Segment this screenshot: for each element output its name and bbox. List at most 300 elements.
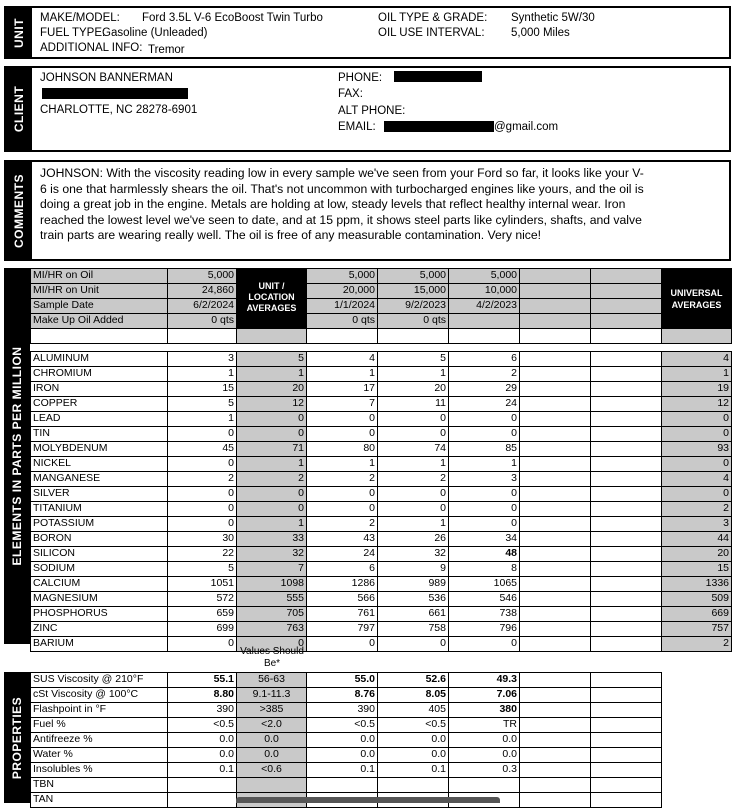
property-name: TAN — [30, 792, 168, 808]
element-empty-cell — [519, 621, 591, 637]
header-row-label: Sample Date — [30, 298, 168, 314]
element-history: 6 — [306, 561, 378, 577]
spacer-cell — [236, 328, 307, 344]
element-empty-cell — [590, 606, 662, 622]
element-empty-cell — [590, 486, 662, 502]
element-name: ALUMINUM — [30, 351, 168, 367]
property-empty-cell — [519, 717, 591, 733]
element-universal: 93 — [661, 441, 732, 457]
property-history: 8.05 — [377, 687, 449, 703]
element-name: TIN — [30, 426, 168, 442]
element-empty-cell — [590, 426, 662, 442]
element-history: 661 — [377, 606, 449, 622]
property-empty-cell — [590, 717, 662, 733]
property-history: <0.5 — [377, 717, 449, 733]
element-history: 20 — [377, 381, 449, 397]
element-universal: 0 — [661, 411, 732, 427]
unit-sidebar: UNIT — [6, 8, 32, 57]
property-history — [306, 777, 378, 793]
property-empty-cell — [590, 777, 662, 793]
header-empty-cell — [519, 313, 591, 329]
element-empty-cell — [519, 396, 591, 412]
element-history: 0 — [377, 501, 449, 517]
element-empty-cell — [590, 591, 662, 607]
property-history: 380 — [448, 702, 520, 718]
client-city: CHARLOTTE, NC 28278-6901 — [40, 104, 198, 116]
property-name: cSt Viscosity @ 100°C — [30, 687, 168, 703]
element-current: 5 — [167, 396, 237, 412]
property-history: 52.6 — [377, 672, 449, 688]
element-history: 1 — [448, 456, 520, 472]
header-hist-value: 4/2/2023 — [448, 298, 520, 314]
element-history: 0 — [377, 486, 449, 502]
header-hist-value: 5,000 — [377, 268, 449, 284]
fax-label: FAX: — [338, 88, 363, 100]
element-history: 0 — [306, 411, 378, 427]
element-history: 29 — [448, 381, 520, 397]
alt-phone-label: ALT PHONE: — [338, 105, 406, 117]
property-empty-cell — [590, 792, 662, 808]
element-current: 2 — [167, 471, 237, 487]
header-hist-value: 5,000 — [306, 268, 378, 284]
element-history: 0 — [448, 516, 520, 532]
element-average: 0 — [236, 501, 307, 517]
unit-location-averages-header: UNIT / LOCATION AVERAGES — [236, 268, 307, 329]
element-history: 11 — [377, 396, 449, 412]
element-history: 2 — [306, 471, 378, 487]
element-average: 1 — [236, 516, 307, 532]
element-history: 4 — [306, 351, 378, 367]
element-name: SILICON — [30, 546, 168, 562]
property-range: <0.6 — [236, 762, 307, 778]
header-empty-cell — [590, 313, 662, 329]
element-current: 1 — [167, 411, 237, 427]
header-current-value: 24,860 — [167, 283, 237, 299]
element-current: 5 — [167, 561, 237, 577]
element-name: SODIUM — [30, 561, 168, 577]
element-empty-cell — [590, 456, 662, 472]
property-history: 49.3 — [448, 672, 520, 688]
element-history: 566 — [306, 591, 378, 607]
element-universal: 44 — [661, 531, 732, 547]
element-history: 48 — [448, 546, 520, 562]
element-universal: 1336 — [661, 576, 732, 592]
element-universal: 0 — [661, 456, 732, 472]
element-average: 0 — [236, 636, 307, 652]
element-history: 0 — [377, 411, 449, 427]
element-history: 7 — [306, 396, 378, 412]
element-name: MANGANESE — [30, 471, 168, 487]
element-history: 546 — [448, 591, 520, 607]
element-history: 0 — [448, 486, 520, 502]
property-history: 55.0 — [306, 672, 378, 688]
element-history: 0 — [448, 636, 520, 652]
element-average: 32 — [236, 546, 307, 562]
header-hist-value: 5,000 — [448, 268, 520, 284]
property-empty-cell — [590, 732, 662, 748]
element-name: ZINC — [30, 621, 168, 637]
property-name: Insolubles % — [30, 762, 168, 778]
client-name: JOHNSON BANNERMAN — [40, 72, 173, 84]
element-current: 30 — [167, 531, 237, 547]
element-history: 0 — [306, 636, 378, 652]
element-history: 17 — [306, 381, 378, 397]
property-empty-cell — [590, 672, 662, 688]
element-empty-cell — [519, 456, 591, 472]
element-empty-cell — [590, 501, 662, 517]
header-hist-value: 1/1/2024 — [306, 298, 378, 314]
property-empty-cell — [519, 672, 591, 688]
element-history: 761 — [306, 606, 378, 622]
property-empty-cell — [519, 762, 591, 778]
properties-sidebar: PROPERTIES — [4, 672, 30, 803]
element-empty-cell — [590, 366, 662, 382]
element-history: 1 — [377, 366, 449, 382]
property-range: 0.0 — [236, 732, 307, 748]
header-hist-value: 0 qts — [306, 313, 378, 329]
property-history: 0.1 — [306, 762, 378, 778]
element-empty-cell — [590, 561, 662, 577]
property-history: 390 — [306, 702, 378, 718]
element-history: 2 — [448, 366, 520, 382]
element-empty-cell — [590, 351, 662, 367]
property-name: TBN — [30, 777, 168, 793]
element-history: 738 — [448, 606, 520, 622]
property-history: 0.0 — [448, 732, 520, 748]
header-hist-value: 0 qts — [377, 313, 449, 329]
element-average: 7 — [236, 561, 307, 577]
property-history: 0.0 — [306, 747, 378, 763]
element-universal: 509 — [661, 591, 732, 607]
element-average: 71 — [236, 441, 307, 457]
element-average: 12 — [236, 396, 307, 412]
property-current: 55.1 — [167, 672, 237, 688]
element-empty-cell — [519, 366, 591, 382]
values-should-be-label: Values Should Be* — [240, 646, 304, 669]
element-empty-cell — [519, 411, 591, 427]
spacer-cell — [661, 328, 732, 344]
property-name: Fuel % — [30, 717, 168, 733]
spacer-cell — [448, 328, 520, 344]
element-name: MAGNESIUM — [30, 591, 168, 607]
element-current: 15 — [167, 381, 237, 397]
address-redaction — [42, 88, 188, 99]
header-empty-cell — [590, 268, 662, 284]
element-average: 763 — [236, 621, 307, 637]
spacer-cell — [30, 328, 168, 344]
property-name: Flashpoint in °F — [30, 702, 168, 718]
property-history — [448, 777, 520, 793]
element-average: 1 — [236, 366, 307, 382]
element-empty-cell — [519, 591, 591, 607]
element-universal: 1 — [661, 366, 732, 382]
element-name: SILVER — [30, 486, 168, 502]
oil-type-value: Synthetic 5W/30 — [511, 12, 595, 24]
element-universal: 757 — [661, 621, 732, 637]
element-history: 9 — [377, 561, 449, 577]
fuel-type-value: Gasoline (Unleaded) — [102, 27, 208, 39]
element-name: BORON — [30, 531, 168, 547]
client-sidebar: CLIENT — [6, 68, 32, 150]
element-history: 1 — [377, 516, 449, 532]
element-history: 5 — [377, 351, 449, 367]
element-name: IRON — [30, 381, 168, 397]
element-history: 758 — [377, 621, 449, 637]
additional-info-value: Tremor — [148, 44, 185, 56]
element-history: 24 — [306, 546, 378, 562]
client-section — [4, 66, 731, 152]
element-universal: 4 — [661, 471, 732, 487]
element-empty-cell — [519, 426, 591, 442]
spacer-cell — [167, 328, 237, 344]
element-average: 1 — [236, 456, 307, 472]
element-history: 1 — [377, 456, 449, 472]
element-history: 6 — [448, 351, 520, 367]
element-average: 20 — [236, 381, 307, 397]
element-empty-cell — [590, 381, 662, 397]
header-row-label: MI/HR on Unit — [30, 283, 168, 299]
element-history: 43 — [306, 531, 378, 547]
element-empty-cell — [519, 471, 591, 487]
element-current: 1 — [167, 366, 237, 382]
element-name: POTASSIUM — [30, 516, 168, 532]
header-hist-value: 9/2/2023 — [377, 298, 449, 314]
element-history: 0 — [448, 426, 520, 442]
element-name: TITANIUM — [30, 501, 168, 517]
element-history: 34 — [448, 531, 520, 547]
property-empty-cell — [590, 687, 662, 703]
additional-info-label: ADDITIONAL INFO: — [40, 42, 143, 54]
element-history: 1 — [306, 366, 378, 382]
property-empty-cell — [590, 702, 662, 718]
property-name: Water % — [30, 747, 168, 763]
property-history: 0.0 — [448, 747, 520, 763]
element-average: 33 — [236, 531, 307, 547]
element-name: CHROMIUM — [30, 366, 168, 382]
element-current: 0 — [167, 456, 237, 472]
email-redaction — [384, 121, 494, 132]
element-average: 2 — [236, 471, 307, 487]
property-empty-cell — [590, 747, 662, 763]
element-universal: 2 — [661, 636, 732, 652]
property-empty-cell — [519, 687, 591, 703]
property-range: 9.1-11.3 — [236, 687, 307, 703]
fuel-type-label: FUEL TYPE: — [40, 27, 106, 39]
property-empty-cell — [519, 747, 591, 763]
property-history: 0.0 — [306, 732, 378, 748]
property-empty-cell — [519, 792, 591, 808]
header-hist-value — [448, 313, 520, 329]
spacer-cell — [377, 328, 449, 344]
element-empty-cell — [590, 396, 662, 412]
email-suffix: @gmail.com — [494, 121, 559, 133]
element-current: 0 — [167, 426, 237, 442]
element-empty-cell — [590, 576, 662, 592]
element-current: 699 — [167, 621, 237, 637]
element-empty-cell — [519, 546, 591, 562]
element-universal: 0 — [661, 426, 732, 442]
header-row-label: MI/HR on Oil — [30, 268, 168, 284]
element-empty-cell — [590, 516, 662, 532]
element-current: 0 — [167, 516, 237, 532]
element-history: 80 — [306, 441, 378, 457]
element-history: 796 — [448, 621, 520, 637]
property-history: TR — [448, 717, 520, 733]
element-current: 0 — [167, 486, 237, 502]
unit-section — [4, 6, 731, 59]
property-range — [236, 777, 307, 793]
element-history: 536 — [377, 591, 449, 607]
property-name: SUS Viscosity @ 210°F — [30, 672, 168, 688]
element-current: 3 — [167, 351, 237, 367]
property-current: <0.5 — [167, 717, 237, 733]
property-current: 8.80 — [167, 687, 237, 703]
element-history: 26 — [377, 531, 449, 547]
element-empty-cell — [590, 411, 662, 427]
header-empty-cell — [590, 298, 662, 314]
element-current: 45 — [167, 441, 237, 457]
element-empty-cell — [519, 441, 591, 457]
element-universal: 12 — [661, 396, 732, 412]
property-history: 0.3 — [448, 762, 520, 778]
element-average: 1098 — [236, 576, 307, 592]
bottom-scrollbar[interactable] — [236, 797, 500, 803]
element-empty-cell — [519, 486, 591, 502]
comments-text: JOHNSON: With the viscosity reading low in every sample we've seen from your Ford so far, it looks like your V-6 is one that harmlessly shears the oil. That's not uncommon with turbocharged engines like yours, and the oil is doing a great job in the engine. Metals are holding at low, steady levels that reflect healthy internal wear. Iron reached the lowest level we've seen to date, and at 15 ppm, it shows steel parts like cylinders, shafts, and valve train parts are wearing really well. The oil is free of any measurable contamination. Very nice! — [40, 166, 644, 243]
element-average: 705 — [236, 606, 307, 622]
property-history: 0.1 — [377, 762, 449, 778]
element-history: 0 — [377, 426, 449, 442]
property-history: 405 — [377, 702, 449, 718]
header-empty-cell — [590, 283, 662, 299]
element-empty-cell — [590, 531, 662, 547]
element-empty-cell — [590, 621, 662, 637]
header-hist-value: 20,000 — [306, 283, 378, 299]
header-current-value: 5,000 — [167, 268, 237, 284]
spacer-cell — [590, 328, 662, 344]
element-history: 0 — [448, 501, 520, 517]
element-universal: 2 — [661, 501, 732, 517]
oil-type-label: OIL TYPE & GRADE: — [378, 12, 488, 24]
header-current-value: 6/2/2024 — [167, 298, 237, 314]
element-history: 0 — [377, 636, 449, 652]
element-current: 1051 — [167, 576, 237, 592]
header-empty-cell — [519, 268, 591, 284]
element-empty-cell — [590, 546, 662, 562]
element-name: NICKEL — [30, 456, 168, 472]
property-range: <2.0 — [236, 717, 307, 733]
element-history: 3 — [448, 471, 520, 487]
element-name: MOLYBDENUM — [30, 441, 168, 457]
spacer-cell — [306, 328, 378, 344]
element-empty-cell — [519, 576, 591, 592]
comments-section — [4, 160, 731, 261]
element-empty-cell — [519, 606, 591, 622]
property-history: 7.06 — [448, 687, 520, 703]
element-universal: 4 — [661, 351, 732, 367]
oil-interval-label: OIL USE INTERVAL: — [378, 27, 485, 39]
element-history: 1286 — [306, 576, 378, 592]
element-current: 659 — [167, 606, 237, 622]
make-model-label: MAKE/MODEL: — [40, 12, 120, 24]
element-empty-cell — [590, 441, 662, 457]
element-history: 0 — [448, 411, 520, 427]
element-empty-cell — [519, 561, 591, 577]
email-label: EMAIL: — [338, 121, 376, 133]
element-history: 0 — [306, 486, 378, 502]
element-universal: 0 — [661, 486, 732, 502]
oil-interval-value: 5,000 Miles — [511, 27, 570, 39]
element-empty-cell — [519, 351, 591, 367]
phone-redaction — [394, 71, 482, 82]
property-range: 56-63 — [236, 672, 307, 688]
element-average: 0 — [236, 486, 307, 502]
element-universal: 3 — [661, 516, 732, 532]
property-name: Antifreeze % — [30, 732, 168, 748]
element-average: 555 — [236, 591, 307, 607]
element-name: LEAD — [30, 411, 168, 427]
element-universal: 15 — [661, 561, 732, 577]
header-hist-value: 10,000 — [448, 283, 520, 299]
property-current — [167, 792, 237, 808]
property-current — [167, 777, 237, 793]
element-history: 797 — [306, 621, 378, 637]
property-range: >385 — [236, 702, 307, 718]
element-name: COPPER — [30, 396, 168, 412]
header-hist-value: 15,000 — [377, 283, 449, 299]
element-name: BARIUM — [30, 636, 168, 652]
universal-averages-header: UNIVERSAL AVERAGES — [661, 268, 732, 329]
element-average: 0 — [236, 426, 307, 442]
element-history: 32 — [377, 546, 449, 562]
element-empty-cell — [519, 531, 591, 547]
spacer-cell — [519, 328, 591, 344]
element-average: 5 — [236, 351, 307, 367]
element-history: 2 — [306, 516, 378, 532]
element-current: 22 — [167, 546, 237, 562]
property-history — [377, 777, 449, 793]
element-history: 1 — [306, 456, 378, 472]
comments-sidebar: COMMENTS — [6, 162, 32, 259]
element-current: 0 — [167, 636, 237, 652]
element-history: 989 — [377, 576, 449, 592]
property-current: 0.0 — [167, 747, 237, 763]
element-empty-cell — [590, 471, 662, 487]
element-empty-cell — [519, 381, 591, 397]
element-history: 24 — [448, 396, 520, 412]
element-history: 74 — [377, 441, 449, 457]
property-current: 390 — [167, 702, 237, 718]
property-empty-cell — [590, 762, 662, 778]
element-empty-cell — [519, 501, 591, 517]
element-average: 0 — [236, 411, 307, 427]
element-history: 8 — [448, 561, 520, 577]
element-history: 85 — [448, 441, 520, 457]
element-history: 2 — [377, 471, 449, 487]
property-empty-cell — [519, 777, 591, 793]
header-row-label: Make Up Oil Added — [30, 313, 168, 329]
header-empty-cell — [519, 298, 591, 314]
property-history: 0.0 — [377, 732, 449, 748]
element-history: 0 — [306, 426, 378, 442]
property-empty-cell — [519, 732, 591, 748]
element-universal: 19 — [661, 381, 732, 397]
make-model-value: Ford 3.5L V-6 EcoBoost Twin Turbo — [142, 12, 323, 24]
element-name: PHOSPHORUS — [30, 606, 168, 622]
element-history: 0 — [306, 501, 378, 517]
property-current: 0.1 — [167, 762, 237, 778]
element-current: 572 — [167, 591, 237, 607]
